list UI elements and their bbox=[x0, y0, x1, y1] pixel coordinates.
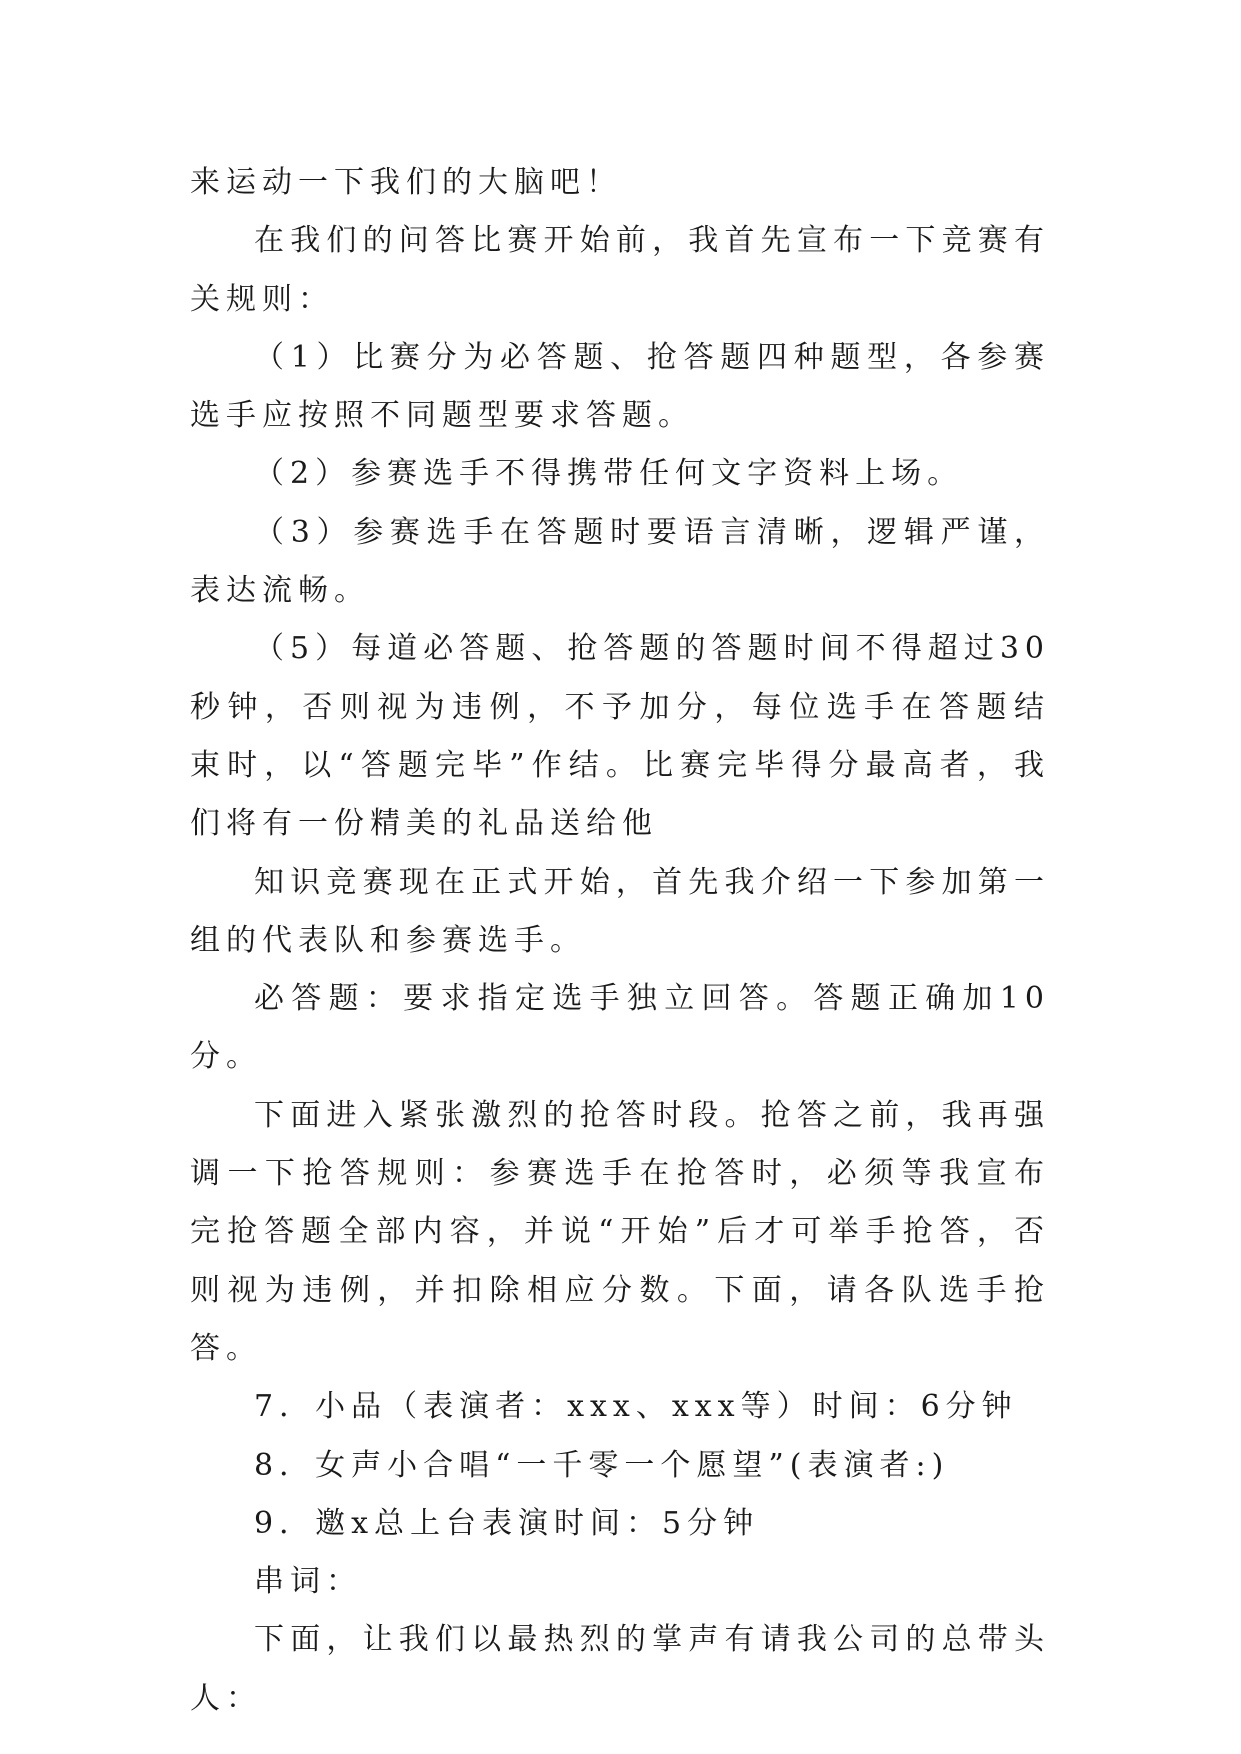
paragraph: 来运动一下我们的大脑吧！ bbox=[190, 165, 622, 200]
paragraph: （2）参赛选手不得携带任何文字资料上场。 bbox=[254, 456, 964, 492]
paragraph: （5）每道必答题、抢答题的答题时间不得超过30秒钟，否则视为违例，不予加分，每位选手在答题结束时，以“答题完毕”作结。比赛完毕得分最高者，我们将有一份精美的礼品送给他 bbox=[190, 631, 1050, 842]
paragraph: 下面进入紧张激烈的抢答时段。抢答之前，我再强调一下抢答规则：参赛选手在抢答时，必须等我宣布完抢答题全部内容，并说“开始”后才可举手抢答，否则视为违例，并扣除相应分数。下面，请各队选手抢答。 bbox=[190, 1097, 1050, 1366]
paragraph: （1）比赛分为必答题、抢答题四种题型，各参赛选手应按照不同题型要求答题。 bbox=[190, 339, 1050, 434]
list-item: 8．女声小合唱“一千零一个愿望”(表演者:) bbox=[254, 1447, 950, 1483]
paragraph: 必答题：要求指定选手独立回答。答题正确加10分。 bbox=[190, 981, 1050, 1075]
list-item: 7．小品（表演者：xxx、xxx等）时间：6分钟 bbox=[254, 1389, 1018, 1425]
paragraph: 下面，让我们以最热烈的掌声有请我公司的总带头人： bbox=[190, 1622, 1050, 1716]
document-body bbox=[190, 154, 1050, 1728]
list-item: 9．邀x总上台表演时间：5分钟 bbox=[254, 1505, 760, 1541]
paragraph: （3）参赛选手在答题时要语言清晰，逻辑严谨，表达流畅。 bbox=[190, 514, 1050, 609]
paragraph: 在我们的问答比赛开始前，我首先宣布一下竞赛有关规则： bbox=[190, 223, 1050, 317]
paragraph: 串词： bbox=[254, 1564, 362, 1600]
paragraph: 知识竞赛现在正式开始，首先我介绍一下参加第一组的代表队和参赛选手。 bbox=[190, 864, 1050, 958]
